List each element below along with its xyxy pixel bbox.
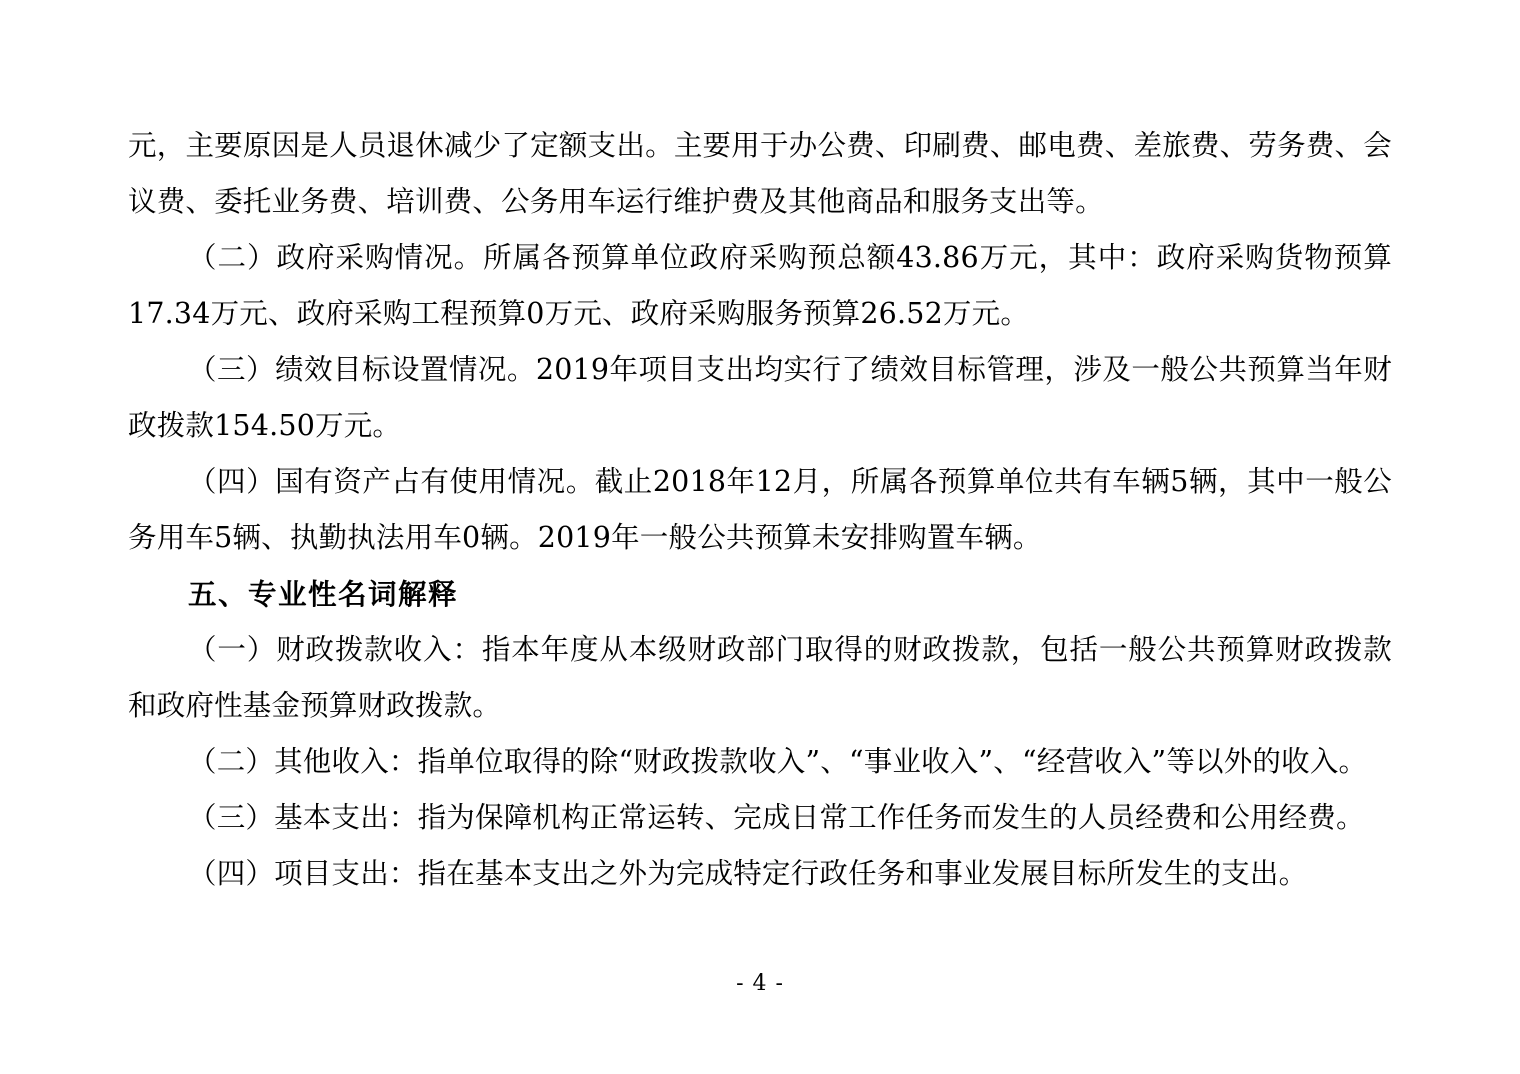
page-number: - 4 - bbox=[736, 971, 784, 996]
paragraph-government-procurement: （二）政府采购情况。所属各预算单位政府采购预总额43.86万元，其中：政府采购货物预算17.34万元、政府采购工程预算0万元、政府采购服务预算26.52万元。 bbox=[128, 241, 1392, 330]
paragraph-term-other-income: （二）其他收入：指单位取得的除“财政拨款收入”、“事业收入”、“经营收入”等以外的收入。 bbox=[188, 745, 1368, 778]
paragraph-performance-targets: （三）绩效目标设置情况。2019年项目支出均实行了绩效目标管理，涉及一般公共预算当年财政拨款154.50万元。 bbox=[128, 353, 1392, 442]
paragraph-state-assets: （四）国有资产占有使用情况。截止2018年12月，所属各预算单位共有车辆5辆，其中一般公务用车5辆、执勤执法用车0辆。2019年一般公共预算未安排购置车辆。 bbox=[128, 465, 1392, 554]
paragraph-term-basic-expenditure: （三）基本支出：指为保障机构正常运转、完成日常工作任务而发生的人员经费和公用经费。 bbox=[188, 801, 1365, 834]
paragraph-term-fiscal-appropriation-income: （一）财政拨款收入：指本年度从本级财政部门取得的财政拨款，包括一般公共预算财政拨款和政府性基金预算财政拨款。 bbox=[128, 633, 1392, 722]
section-heading-terminology: 五、专业性名词解释 bbox=[188, 577, 459, 611]
document-body bbox=[128, 118, 1392, 902]
paragraph-continued: 元，主要原因是人员退休减少了定额支出。主要用于办公费、印刷费、邮电费、差旅费、劳务费、会议费、委托业务费、培训费、公务用车运行维护费及其他商品和服务支出等。 bbox=[128, 129, 1392, 218]
paragraph-term-project-expenditure: （四）项目支出：指在基本支出之外为完成特定行政任务和事业发展目标所发生的支出。 bbox=[188, 857, 1308, 890]
